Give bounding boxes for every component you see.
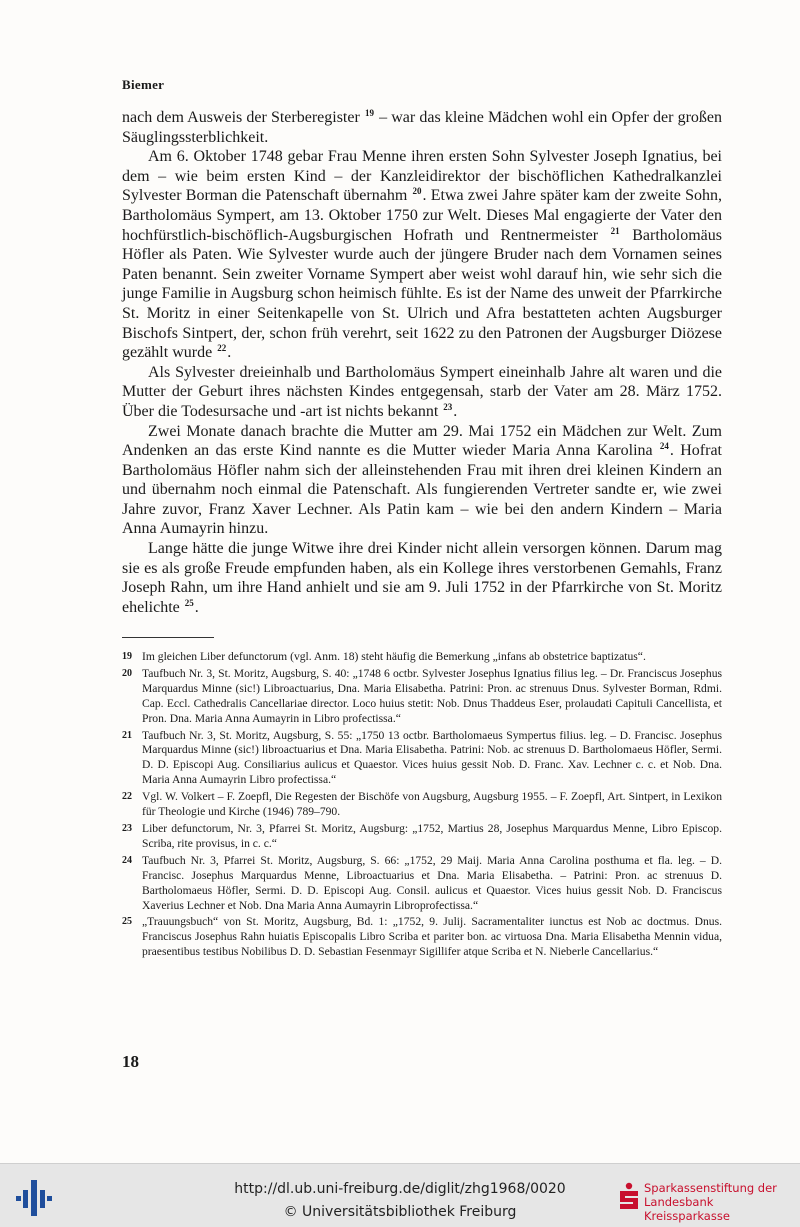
footnote bbox=[122, 650, 722, 665]
footnote bbox=[122, 854, 722, 914]
footnote bbox=[122, 790, 722, 820]
footnote-number: 20 bbox=[122, 667, 132, 679]
footnote-reference: 20 bbox=[412, 186, 422, 197]
footnote-number: 23 bbox=[122, 822, 132, 834]
footnote-number: 21 bbox=[122, 729, 132, 741]
footnote-reference: 22 bbox=[217, 343, 227, 354]
copyright-text: © Universitätsbibliothek Freiburg bbox=[283, 1204, 517, 1220]
footnote bbox=[122, 822, 722, 852]
footnote-number: 24 bbox=[122, 854, 132, 866]
footnote-text: Taufbuch Nr. 3, St. Moritz, Augsburg, S. 55: „1750 13 octbr. Bartholomaeus Sympertus filius. leg. – D. Francisc. Josephus Marquardus Minne (sic!) libroactuarius et Dna. Maria Elisabetha. Patrini: Nob. ac strenuus D. Bartholomaeus Höfler, Sermi. D. D. Episcopi Aug. Consiliarius aulicus et Quaestor. Vices huius gessit Nob. D. Franc. Xav. Lechner c. c. et Nob. Dna. Maria Anna Aumayrin Libro profectissa.“ bbox=[142, 728, 722, 787]
document-url-link[interactable]: http://dl.ub.uni-freiburg.de/diglit/zhg1968/0020 bbox=[234, 1181, 566, 1197]
footnote-reference: 23 bbox=[443, 401, 453, 412]
sponsor-name bbox=[644, 1181, 796, 1223]
paragraph: Lange hätte die junge Witwe ihre drei Kinder nicht allein versorgen können. Darum mag sie es als große Freude empfunden haben, als ein Kollege ihres verstorbenen Gemahls, Franz Joseph Rahn, um ihre Hand anhielt und sie am 9. Juli 1752 in der Pfarrkirche von St. Moritz ehelichte $^{25}$. bbox=[122, 540, 722, 616]
footnote-number: 25 bbox=[122, 916, 132, 928]
sponsor-line-1: Sparkassenstiftung der bbox=[644, 1181, 777, 1195]
footnote-text: Taufbuch Nr. 3, St. Moritz, Augsburg, S. 40: „1748 6 octbr. Sylvester Josephus Ignatius filius leg. – Dr. Franciscus Josephus Marquardus Minne (sic!) Libroactuarius, Dna. Maria Elisabetha. Patrini: Pron. ac strenuus Dnus. Sylvester Borman, Rdmi. Cap. Eccl. Cathedralis Cancellariae director. Loco huius stetit: Nob. Dnus Thaddeus Eser, prolaudati Capituli Cancellista, et Pron. Dna. Maria Anna Aumayrin in Libro profectissa.“ bbox=[142, 666, 722, 725]
footnote-reference: 21 bbox=[610, 225, 620, 236]
footnote-reference: 19 bbox=[364, 108, 374, 118]
footnote-text: „Trauungsbuch“ von St. Moritz, Augsburg, Bd. 1: „1752, 9. Julij. Sacramentaliter iunctus est Nob ac doctmus. Dnus. Franciscus Josephus Rahn huiatis Episcopalis Libro Scriba et pariter bon. ac virtuosa Dna. Maria Elisabetha Mennin vidua, praesentibus testibus Nobilibus D. D. Sebastian Fesenmayr Sigillifer atque Scriba et N. Nieberle Cancellarius.“ bbox=[142, 915, 722, 959]
footnote bbox=[122, 915, 722, 960]
paragraph: nach dem Ausweis der Sterberegister $^{19}$ – war das kleine Mädchen wohl ein Opfer der großen Säuglingssterblichkeit. bbox=[122, 108, 722, 146]
footnotes bbox=[122, 650, 722, 962]
footnote-rule bbox=[122, 637, 214, 638]
viewer-footer bbox=[0, 1163, 800, 1227]
footnote-text: Im gleichen Liber defunctorum (vgl. Anm. 18) steht häufig die Bemerkung „infans ab obstetrice baptizatus“. bbox=[142, 650, 646, 663]
footnote-reference: 24 bbox=[659, 441, 669, 452]
footnote-reference: 25 bbox=[184, 597, 194, 608]
body-text bbox=[122, 108, 722, 617]
footnote-text: Vgl. W. Volkert – F. Zoepfl, Die Regesten der Bischöfe von Augsburg, Augsburg 1955. – F. Zoepfl, Art. Sintpert, in Lexikon für Theologie und Kirche (1946) 789–790. bbox=[142, 790, 722, 819]
paragraph: Am 6. Oktober 1748 gebar Frau Menne ihren ersten Sohn Sylvester Joseph Ignatius, bei dem – wie beim ersten Kind – der Kanzleidirektor der bischöflichen Kathedralkanzlei Sylvester Borman die Patenschaft übernahm $^{20}$. Etwa zwei Jahre später kam der zweite Sohn, Bartholomäus Sympert, am 13. Oktober 1750 zur Welt. Dieses Mal engagierte der Vater den hochfürstlich-bischöflich-Augsburgischen Hofrath und Rentnermeister $^{21}$ Bartholomäus Höfler als Paten. Wie Sylvester wurde auch der jüngere Bruder nach dem Vornamen seines Paten benannt. Sein zweiter Vorname Sympert aber weist wohl darauf hin, wie sehr sich die junge Familie in Augsburg schon heimisch fühlte. Es ist der Name des unweit der Pfarrkirche St. Moritz in einer Seitenkapelle von St. Ulrich und Afra bestatteten achten Augsburger Bischofs Sintpert, der, schon früh verehrt, seit 1622 zu den Patronen der Augsburger Diözese gezählt wurde $^{22}$. bbox=[122, 148, 722, 362]
footnote bbox=[122, 667, 722, 727]
sparkasse-s-icon bbox=[618, 1182, 640, 1212]
sponsor-logo[interactable] bbox=[618, 1180, 796, 1223]
paragraph: Zwei Monate danach brachte die Mutter am 29. Mai 1752 ein Mädchen zur Welt. Zum Andenken an das erste Kind nannte es die Mutter wieder Maria Anna Karolina $^{24}$. Hofrat Bartholomäus Höfler nahm sich der alleinstehenden Frau mit ihren drei kleinen Kindern an und übernahm noch einmal die Patenschaft. Als fungierenden Vertreter sandte er, wie zwei Jahre zuvor, Franz Xaver Lechner. Als Patin kam – wie bei den andern Kindern – Maria Anna Aumayrin hinzu. bbox=[122, 422, 722, 538]
running-head: Biemer bbox=[122, 77, 165, 92]
footnote-text: Taufbuch Nr. 3, Pfarrei St. Moritz, Augsburg, S. 66: „1752, 29 Maij. Maria Anna Carolina posthuma et fla. leg. – D. Francisc. Josephus Marquardus Menne, Libroactuarius et Dna. Maria Elisabetha. – Patrini: Pron. ac strenuus D. Bartholomaeus Höfler, Sermi. D. D. Episcopi Aug. Consil. aulicus et Quaestor. Vices huius gessit Nob. D. Franciscus Xaverius Lechner et Nob. Dna Maria Anna Aumayrin Libroprofectissa.“ bbox=[142, 853, 722, 912]
paragraph: Als Sylvester dreieinhalb und Bartholomäus Sympert eineinhalb Jahre alt waren und die Mutter der Geburt ihres nächsten Kindes entgegensah, starb der Vater am 28. März 1752. Über die Todesursache und -art ist nichts bekannt $^{23}$. bbox=[122, 363, 722, 420]
footnote bbox=[122, 729, 722, 789]
footnote-text: Liber defunctorum, Nr. 3, Pfarrei St. Moritz, Augsburg: „1752, Martius 28, Josephus Marquardus Menne, Libro Episcop. Scriba, rite provisus, in c. c.“ bbox=[142, 821, 722, 850]
sponsor-line-2: Landesbank Kreissparkasse bbox=[644, 1195, 730, 1223]
footnote-number: 22 bbox=[122, 791, 132, 803]
page-number: 18 bbox=[122, 1052, 139, 1071]
footnote-number: 19 bbox=[122, 651, 132, 662]
